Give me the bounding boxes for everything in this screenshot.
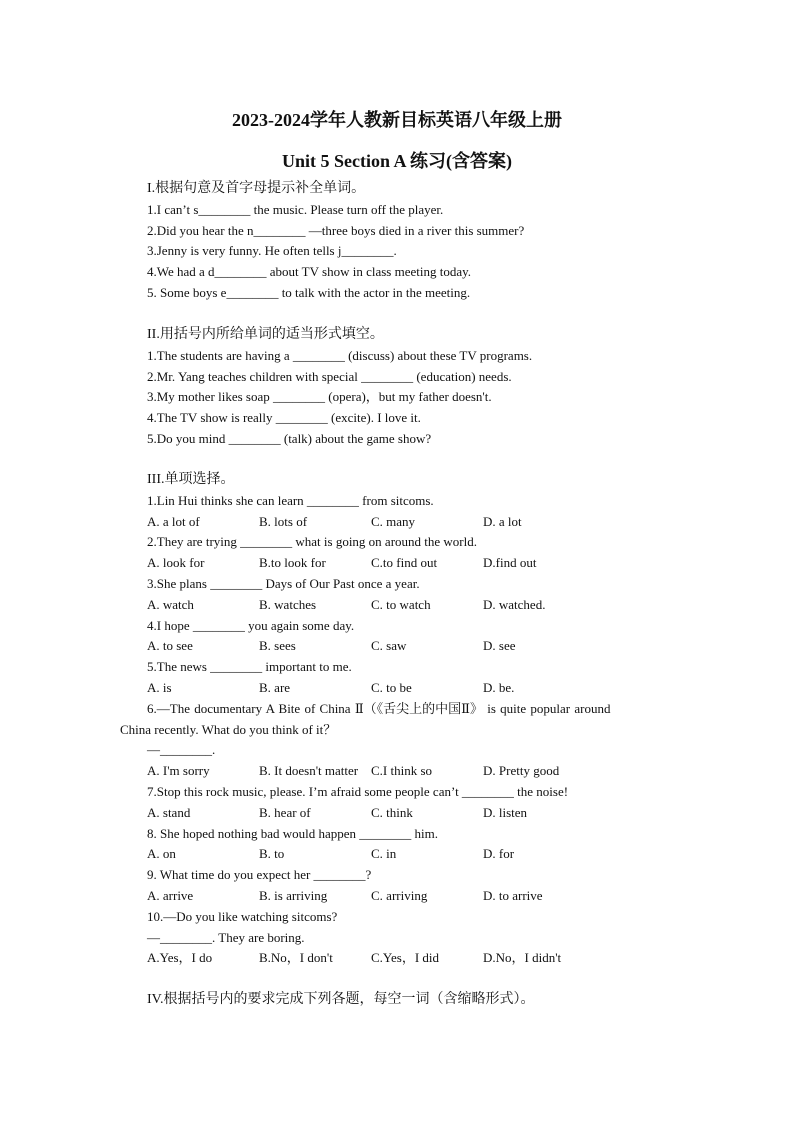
part1-item: 4.We had a d________ about TV show in class meeting today.: [147, 264, 472, 280]
option-c: C. think: [371, 804, 413, 820]
option-c: C. saw: [371, 638, 407, 654]
part2-section: [147, 325, 707, 450]
question-stem: 2.They are trying ________ what is going on around the world.: [147, 534, 477, 550]
option-b: B. lots of: [259, 513, 308, 529]
option-a: A. look for: [147, 555, 205, 571]
option-a: A. is: [147, 679, 172, 695]
question-options: [147, 886, 707, 907]
part1-section: [147, 179, 707, 304]
question-options: [147, 595, 707, 616]
answer-blank: —________. They are boring.: [147, 929, 305, 945]
part3-heading: III.单项选择。: [147, 472, 235, 487]
option-d: D. Pretty good: [483, 763, 560, 779]
page-subtitle: Unit 5 Section A 练习(含答案): [281, 151, 512, 171]
option-b: B. sees: [259, 638, 296, 654]
question-stem: 5.The news ________ important to me.: [147, 659, 352, 675]
question-options: [147, 803, 707, 824]
part2-item: 4.The TV show is really ________ (excite). I love it.: [147, 410, 421, 426]
option-d: D. watched.: [483, 596, 546, 612]
part1-item: 5. Some boys e________ to talk with the actor in the meeting.: [147, 284, 471, 300]
option-d: D. be.: [483, 679, 515, 695]
option-c: C. to be: [371, 679, 412, 695]
option-b: B. hear of: [259, 804, 311, 820]
option-c: C.I think so: [371, 763, 433, 779]
option-b: B.to look for: [259, 555, 326, 571]
part2-heading: II.用括号内所给单词的适当形式填空。: [147, 327, 384, 342]
question-stem: 10.—Do you like watching sitcoms?: [147, 908, 338, 924]
option-b: B. to: [259, 846, 285, 862]
answer-blank: —________.: [147, 742, 216, 758]
question-stem: 3.She plans ________ Days of Our Past once a year.: [147, 575, 420, 591]
option-d: D. to arrive: [483, 887, 543, 903]
option-a: A. on: [147, 846, 176, 862]
question-options: [147, 678, 707, 699]
part2-item: 2.Mr. Yang teaches children with special ________ (education) needs.: [147, 368, 512, 384]
part1-item: 1.I can’t s________ the music. Please turn off the player.: [147, 201, 444, 217]
part1-heading: I.根据句意及首字母提示补全单词。: [147, 181, 366, 196]
part2-item: 5.Do you mind ________ (talk) about the game show?: [147, 430, 432, 446]
option-a: A. arrive: [147, 887, 194, 903]
option-d: D. see: [483, 638, 516, 654]
question-stem: 8. She hoped nothing bad would happen ________ him.: [147, 825, 439, 841]
part3-section: [120, 470, 707, 969]
option-a: A. a lot of: [147, 513, 200, 529]
question-options: [147, 761, 707, 782]
option-c: C. arriving: [371, 887, 428, 903]
part1-item: 2.Did you hear the n________ —three boys died in a river this summer?: [147, 222, 525, 238]
option-d: D.find out: [483, 555, 537, 571]
question-options: [147, 636, 707, 657]
option-a: A. to see: [147, 638, 193, 654]
part2-item: 1.The students are having a ________ (discuss) about these TV programs.: [147, 347, 533, 363]
option-b: B. are: [259, 679, 291, 695]
question-options: [147, 553, 707, 574]
option-d: D.No，I didn't: [483, 950, 562, 966]
option-a: A. watch: [147, 596, 194, 612]
question-stem: 9. What time do you expect her ________?: [147, 867, 372, 883]
part4-section: [147, 990, 707, 1011]
question-options: [147, 844, 707, 865]
option-a: A. I'm sorry: [147, 763, 210, 779]
option-b: B. watches: [259, 596, 317, 612]
question-options: [147, 948, 707, 969]
option-c: C.to find out: [371, 555, 438, 571]
option-a: A. stand: [147, 804, 191, 820]
option-d: D. a lot: [483, 513, 522, 529]
option-c: C. many: [371, 513, 416, 529]
option-c: C.Yes，I did: [371, 950, 440, 966]
question-stem: 1.Lin Hui thinks she can learn ________ from sitcoms.: [147, 492, 434, 508]
option-d: D. for: [483, 846, 515, 862]
part4-heading: IV.根据括号内的要求完成下列各题，每空一词（含缩略形式）。: [147, 992, 535, 1007]
option-c: C. to watch: [371, 596, 431, 612]
question-stem: 7.Stop this rock music, please. I’m afraid some people can’t ________ the noise!: [147, 783, 569, 799]
option-b: B.No，I don't: [259, 950, 333, 966]
question-stem-continued: China recently. What do you think of it？: [120, 721, 337, 737]
option-d: D. listen: [483, 804, 528, 820]
option-b: B. is arriving: [259, 887, 328, 903]
option-c: C. in: [371, 846, 397, 862]
option-a: A.Yes，I do: [147, 950, 213, 966]
part1-item: 3.Jenny is very funny. He often tells j________.: [147, 243, 397, 259]
option-b: B. It doesn't matter: [259, 763, 359, 779]
question-options: [147, 512, 707, 533]
page-title: 2023-2024学年人教新目标英语八年级上册: [232, 110, 562, 130]
part2-item: 3.My mother likes soap ________ (opera)，but my father doesn't.: [147, 389, 492, 405]
question-stem: 4.I hope ________ you again some day.: [147, 617, 355, 633]
question-stem: 6.—The documentary A Bite of China Ⅱ（《舌尖上的中国Ⅱ》 is quite popular around: [147, 700, 611, 716]
